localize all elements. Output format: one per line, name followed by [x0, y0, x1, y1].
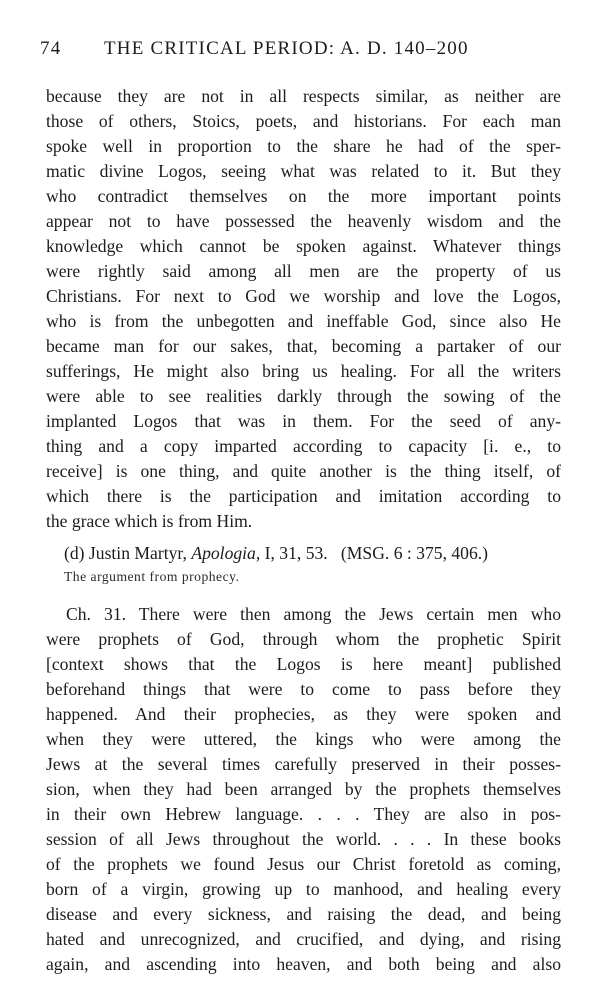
section-location: I, 31, 53. — [264, 543, 328, 563]
section-label: (d) — [64, 543, 85, 563]
section-subheading: The argument from prophecy. — [64, 569, 240, 584]
paragraph-1-line: matic divine Logos, seeing what was related to it. But they — [46, 161, 561, 181]
paragraph-1-line: sufferings, He might also bring us healing. For all the writers — [46, 361, 561, 381]
paragraph-2-line: [context shows that the Logos is here meant] published — [46, 654, 561, 674]
section-heading — [64, 541, 561, 565]
paragraph-1-line: those of others, Stoics, poets, and historians. For each man — [46, 111, 561, 131]
paragraph-2-line: hated and unrecognized, and crucified, and dying, and rising — [46, 929, 561, 949]
paragraph-2-line: beforehand things that were to come to pass before they — [46, 679, 561, 699]
paragraph-1-line: who is from the unbegotten and ineffable God, since also He — [46, 311, 561, 331]
paragraph-2-line: were prophets of God, through whom the prophetic Spirit — [46, 629, 561, 649]
section-work: Apologia, — [191, 543, 261, 563]
paragraph-2-line: again, and ascending into heaven, and both being and also — [46, 954, 561, 974]
paragraph-1-line: thing and a copy imparted according to capacity [i. e., to — [46, 436, 561, 456]
paragraph-1-line: Christians. For next to God we worship and love the Logos, — [46, 286, 561, 306]
paragraph-2-line: when they were uttered, the kings who were among the — [46, 729, 561, 749]
paragraph-2-line: of the prophets we found Jesus our Christ foretold as coming, — [46, 854, 561, 874]
paragraph-1-line: which there is the participation and imitation according to — [46, 486, 561, 506]
paragraph-1-line: implanted Logos that was in them. For the seed of any- — [46, 411, 561, 431]
paragraph-1-line: spoke well in proportion to the share he had of the sper- — [46, 136, 561, 156]
running-title: THE CRITICAL PERIOD: A. D. 140–200 — [104, 38, 469, 59]
paragraph-1-line: knowledge which cannot be spoken against. Whatever things — [46, 236, 561, 256]
paragraph-2-line: in their own Hebrew language. . . . They are also in pos- — [46, 804, 561, 824]
paragraph-2-line: disease and every sickness, and raising the dead, and being — [46, 904, 561, 924]
paragraph-1-line: became man for our sakes, that, becoming a partaker of our — [46, 336, 561, 356]
paragraph-2-line: session of all Jews throughout the world. . . . In these books — [46, 829, 561, 849]
paragraph-1-line: were able to see realities darkly through the sowing of the — [46, 386, 561, 406]
paragraph-2-line: Ch. 31. There were then among the Jews certain men who — [66, 604, 561, 624]
section-reference: (MSG. 6 : 375, 406.) — [340, 543, 489, 563]
paragraph-1-line: receive] is one thing, and quite another is the thing itself, of — [46, 461, 561, 481]
paragraph-2-line: sion, when they had been arranged by the prophets themselves — [46, 779, 561, 799]
paragraph-1-line: were rightly said among all men are the property of us — [46, 261, 561, 281]
running-header — [40, 38, 540, 68]
paragraph-1-line: appear not to have possessed the heavenly wisdom and the — [46, 211, 561, 231]
paragraph-1-line: the grace which is from Him. — [46, 511, 253, 531]
paragraph-2-line: Jews at the several times carefully preserved in their posses- — [46, 754, 561, 774]
paragraph-1-line: because they are not in all respects similar, as neither are — [46, 86, 561, 106]
page-number: 74 — [40, 38, 62, 59]
paragraph-1-line: who contradict themselves on the more important points — [46, 186, 561, 206]
section-author: Justin Martyr, — [88, 543, 187, 563]
paragraph-2-line: born of a virgin, growing up to manhood, and healing every — [46, 879, 561, 899]
paragraph-2-line: happened. And their prophecies, as they were spoken and — [46, 704, 561, 724]
